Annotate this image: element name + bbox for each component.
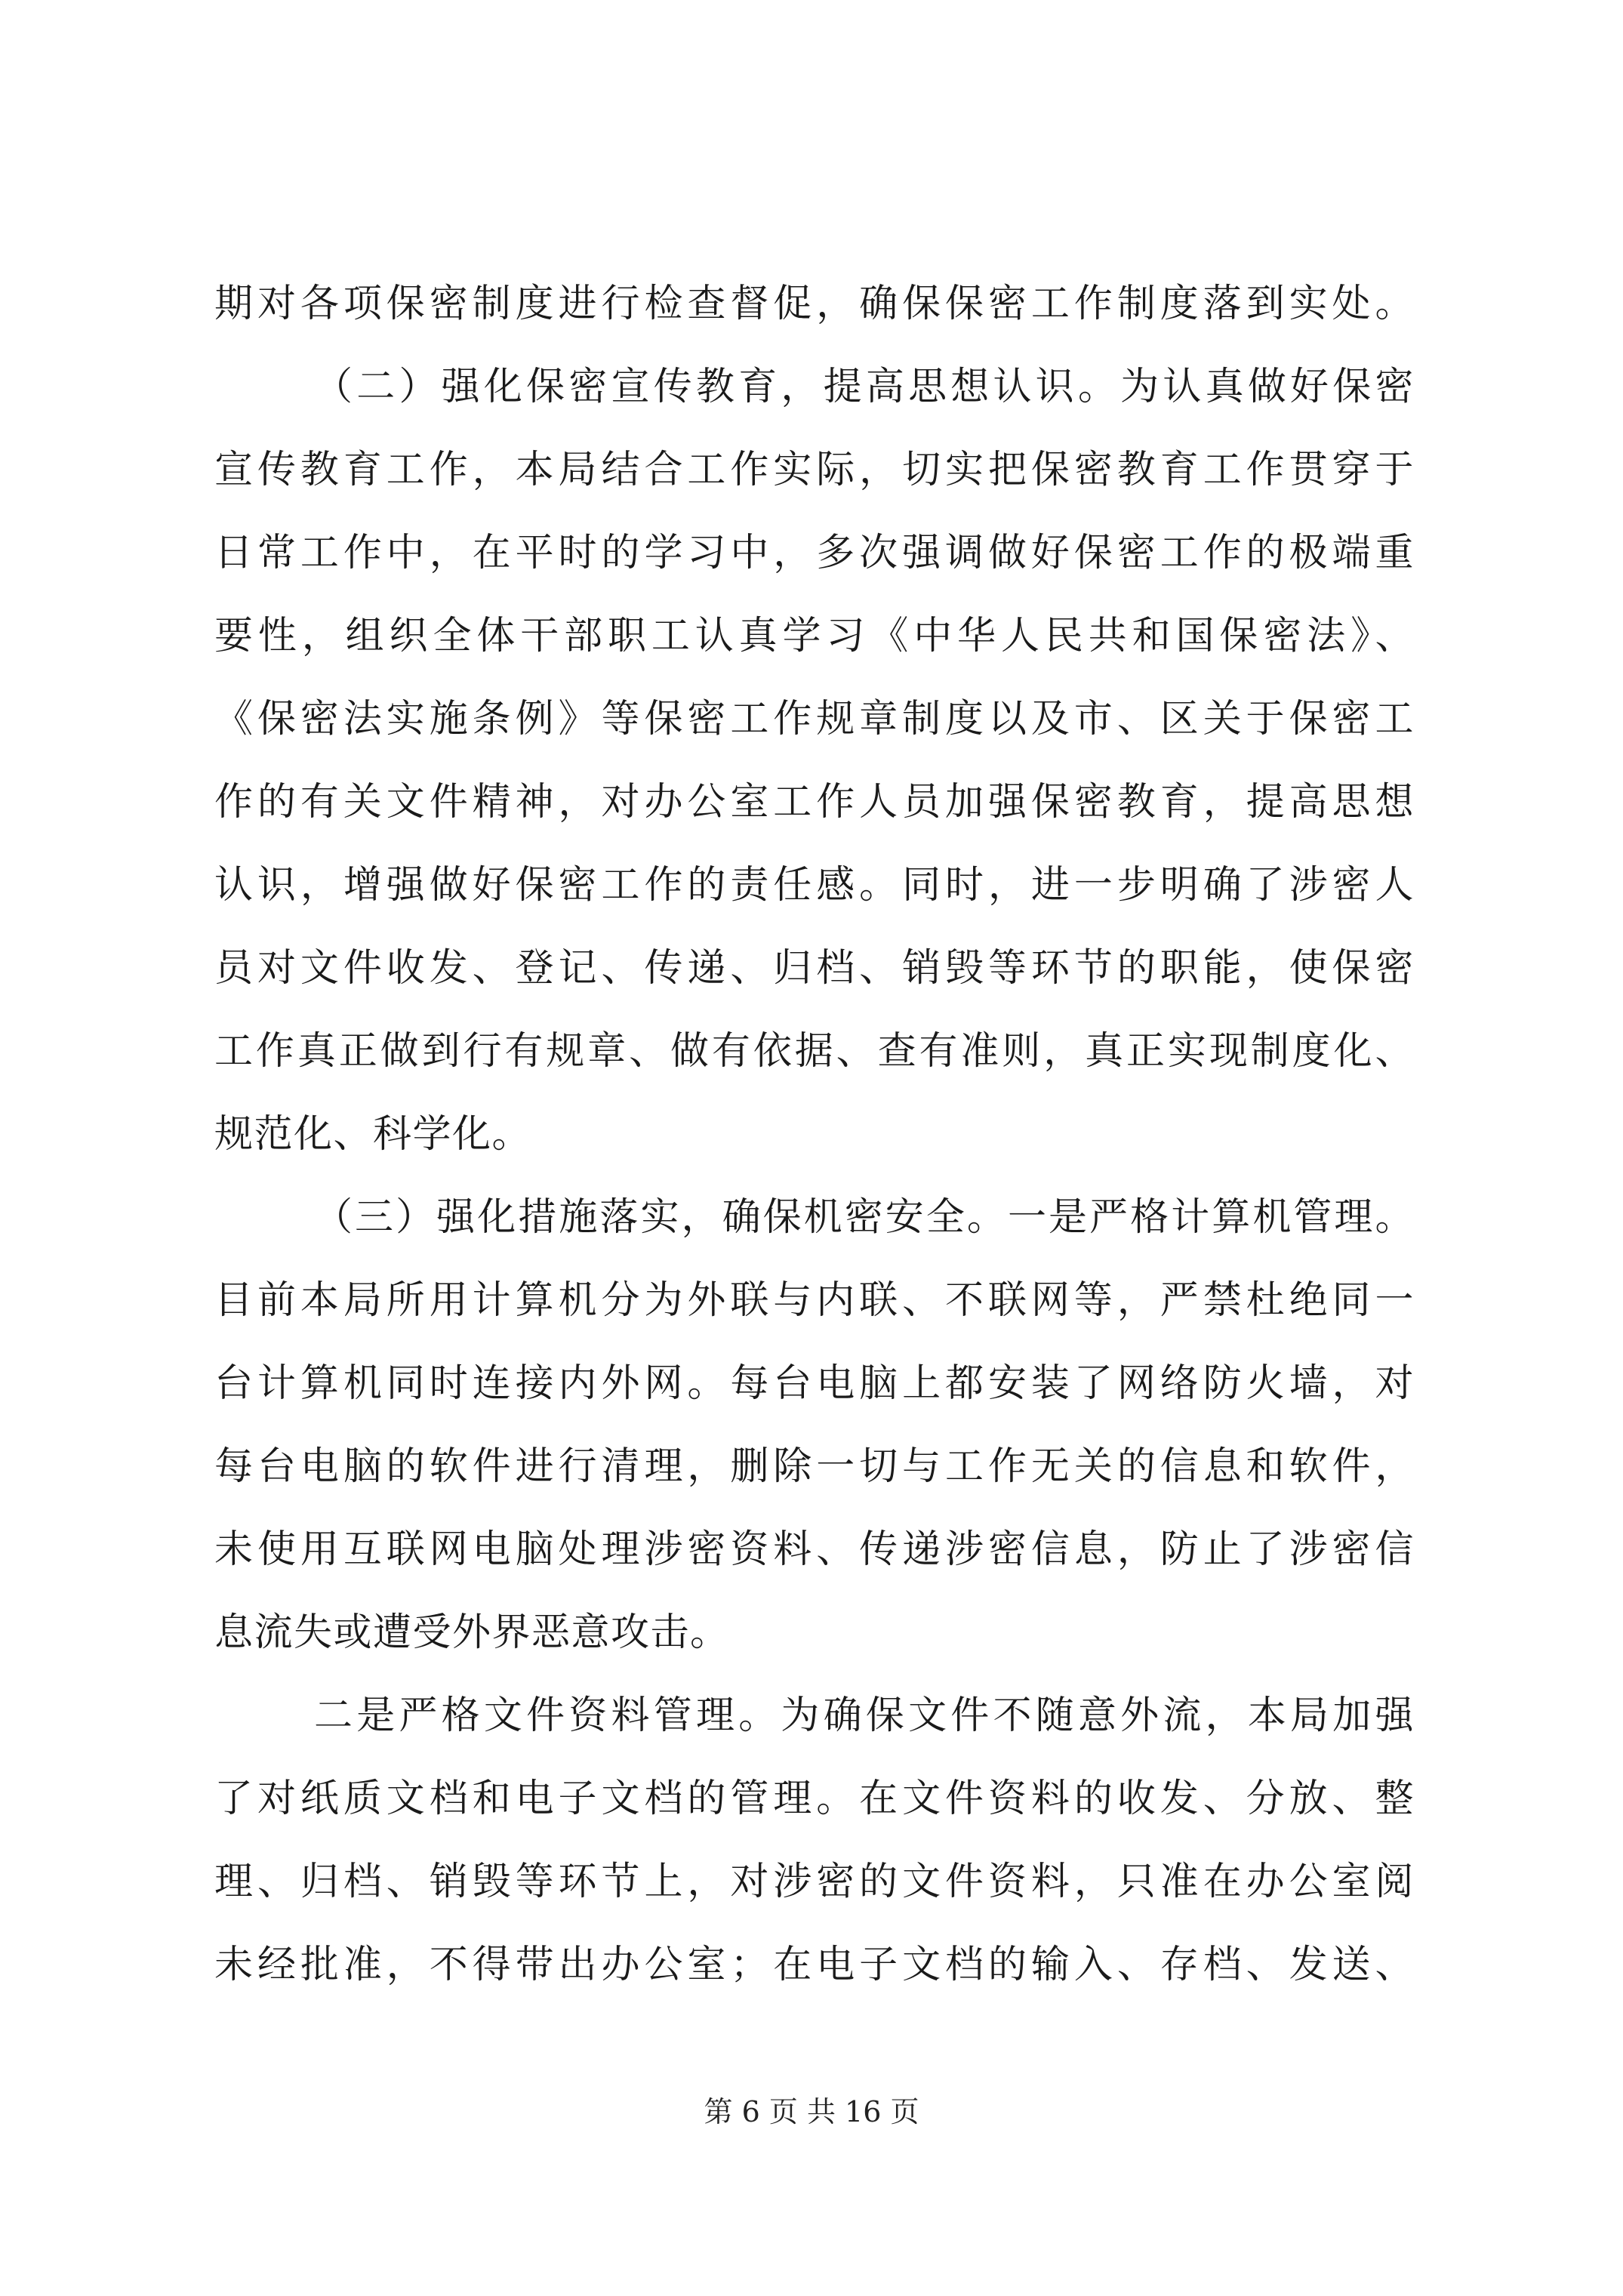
- body-text: [214, 263, 1415, 2007]
- page-number-footer: 第 6 页 共 16 页: [704, 2095, 919, 2128]
- text-line: 台计算机同时连接内外网。每台电脑上都安装了网络防火墙，对: [214, 1361, 1415, 1406]
- text-line: 作的有关文件精神，对办公室工作人员加强保密教育，提高思想: [214, 780, 1415, 824]
- paragraph-end-line: 息流失或遭受外界恶意攻击。: [214, 1610, 730, 1655]
- text-line: 认识，增强做好保密工作的责任感。同时，进一步明确了涉密人: [214, 863, 1415, 908]
- paragraph-end-line: 规范化、科学化。: [214, 1112, 532, 1157]
- text-line: 理、归档、销毁等环节上，对涉密的文件资料，只准在办公室阅: [214, 1860, 1415, 1904]
- text-line: 员对文件收发、登记、传递、归档、销毁等环节的职能，使保密: [214, 946, 1415, 991]
- text-line: 期对各项保密制度进行检查督促，确保保密工作制度落到实处。: [214, 282, 1415, 326]
- text-line: 宣传教育工作，本局结合工作实际，切实把保密教育工作贯穿于: [214, 448, 1415, 492]
- text-line: 每台电脑的软件进行清理，删除一切与工作无关的信息和软件，: [214, 1444, 1415, 1489]
- paragraph-start-line: 二是严格文件资料管理。为确保文件不随意外流，本局加强: [314, 1693, 1415, 1738]
- paragraph-start-line: （二）强化保密宣传教育，提高思想认识。为认真做好保密: [314, 365, 1415, 409]
- text-line: 工作真正做到行有规章、做有依据、查有准则，真正实现制度化、: [214, 1029, 1415, 1074]
- text-line: 《保密法实施条例》等保密工作规章制度以及市、区关于保密工: [214, 697, 1415, 741]
- text-line: 未经批准，不得带出办公室；在电子文档的输入、存档、发送、: [214, 1943, 1415, 1987]
- text-line: 目前本局所用计算机分为外联与内联、不联网等，严禁杜绝同一: [214, 1278, 1415, 1323]
- text-line: 了对纸质文档和电子文档的管理。在文件资料的收发、分放、整: [214, 1777, 1415, 1821]
- paragraph-start-line: （三）强化措施落实，确保机密安全。一是严格计算机管理。: [314, 1195, 1415, 1240]
- text-line: 要性，组织全体干部职工认真学习《中华人民共和国保密法》、: [214, 614, 1415, 658]
- text-line: 日常工作中，在平时的学习中，多次强调做好保密工作的极端重: [214, 531, 1415, 575]
- text-line: 未使用互联网电脑处理涉密资料、传递涉密信息，防止了涉密信: [214, 1527, 1415, 1572]
